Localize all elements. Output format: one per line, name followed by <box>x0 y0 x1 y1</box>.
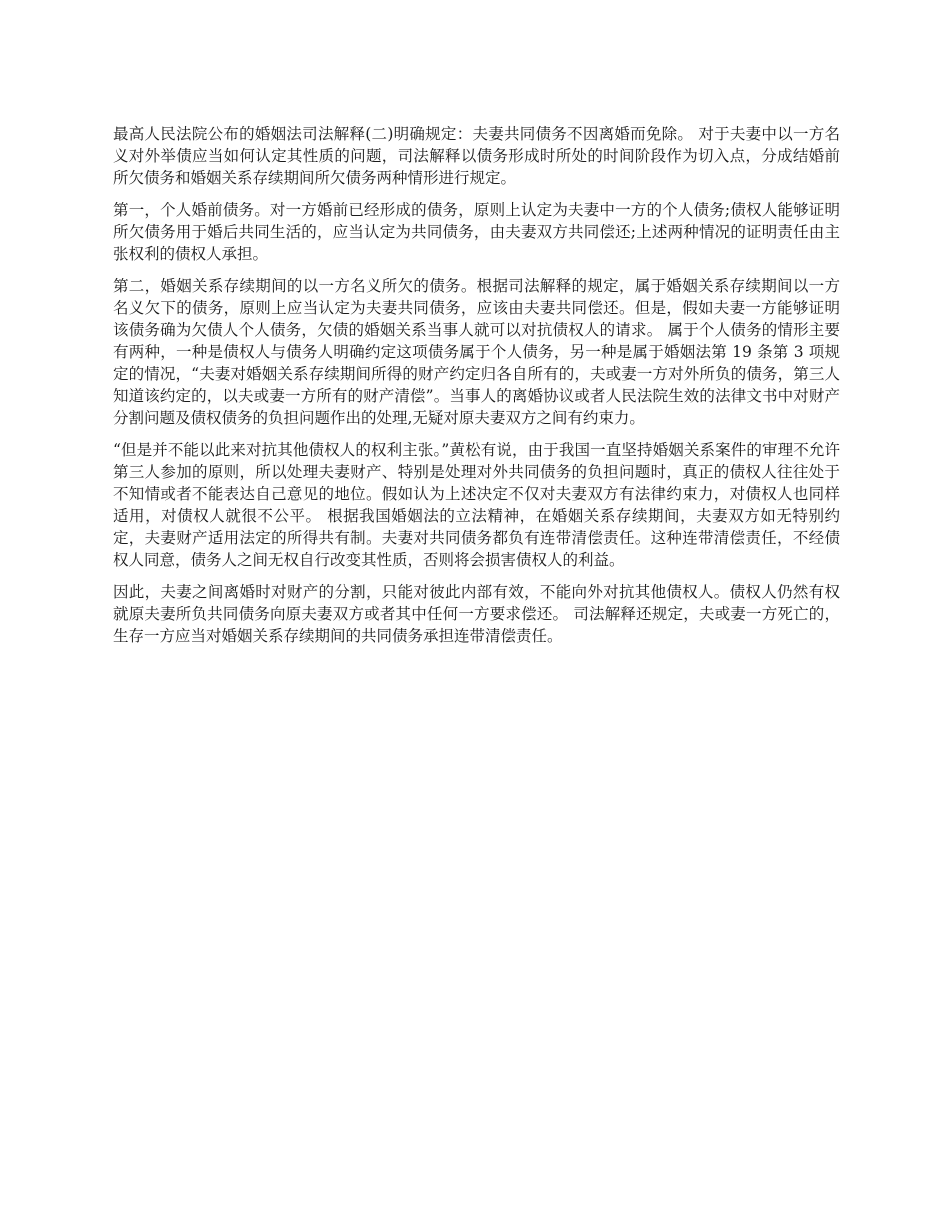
paragraph-premarital-debt: 第一，个人婚前债务。对一方婚前已经形成的债务，原则上认定为夫妻中一方的个人债务;债权人能够证明所欠债务用于婚后共同生活的，应当认定为共同债务，由夫妻双方共同偿还;上述两种情况的证明责任由主张权利的债权人承担。 <box>113 201 840 263</box>
paragraph-conclusion: 因此，夫妻之间离婚时对财产的分割，只能对彼此内部有效，不能向外对抗其他债权人。债权人仍然有权就原夫妻所负共同债务向原夫妻双方或者其中任何一方要求偿还。 司法解释还规定，夫或妻一方死亡的，生存一方应当对婚姻关系存续期间的共同债务承担连带清偿责任。 <box>113 583 840 645</box>
document-body <box>113 123 840 657</box>
paragraph-intro: 最高人民法院公布的婚姻法司法解释(二)明确规定：夫妻共同债务不因离婚而免除。 对于夫妻中以一方名义对外举债应当如何认定其性质的问题，司法解释以债务形成时所处的时间阶段作为切入点，分成结婚前所欠债务和婚姻关系存续期间所欠债务两种情形进行规定。 <box>113 125 840 187</box>
paragraph-marital-debt: 第二，婚姻关系存续期间的以一方名义所欠的债务。根据司法解释的规定，属于婚姻关系存续期间以一方名义欠下的债务，原则上应当认定为夫妻共同债务，应该由夫妻共同偿还。但是，假如夫妻一方能够证明该债务确为欠债人个人债务，欠债的婚姻关系当事人就可以对抗债权人的请求。 属于个人债务的情形主要有两种，一种是债权人与债务人明确约定这项债务属于个人债务，另一种是属于婚姻法第 19 条第 3 项规定的情况，“夫妻对婚姻关系存续期间所得的财产约定归各自所有的，夫或妻一方对外所负的债务，第三人知道该约定的，以夫或妻一方所有的财产清偿”。当事人的离婚协议或者人民法院生效的法律文书中对财产分割问题及债权债务的负担问题作出的处理,无疑对原夫妻双方之间有约束力。 <box>113 277 840 427</box>
paragraph-creditor-rights: “但是并不能以此来对抗其他债权人的权利主张。”黄松有说，由于我国一直坚持婚姻关系案件的审理不允许第三人参加的原则，所以处理夫妻财产、特别是处理对外共同债务的负担问题时，真正的债权人往往处于不知情或者不能表达自己意见的地位。假如认为上述决定不仅对夫妻双方有法律约束力，对债权人也同样适用，对债权人就很不公平。 根据我国婚姻法的立法精神，在婚姻关系存续期间，夫妻双方如无特别约定，夫妻财产适用法定的所得共有制。夫妻对共同债务都负有连带清偿责任。这种连带清偿责任，不经债权人同意，债务人之间无权自行改变其性质，否则将会损害债权人的利益。 <box>113 441 840 569</box>
